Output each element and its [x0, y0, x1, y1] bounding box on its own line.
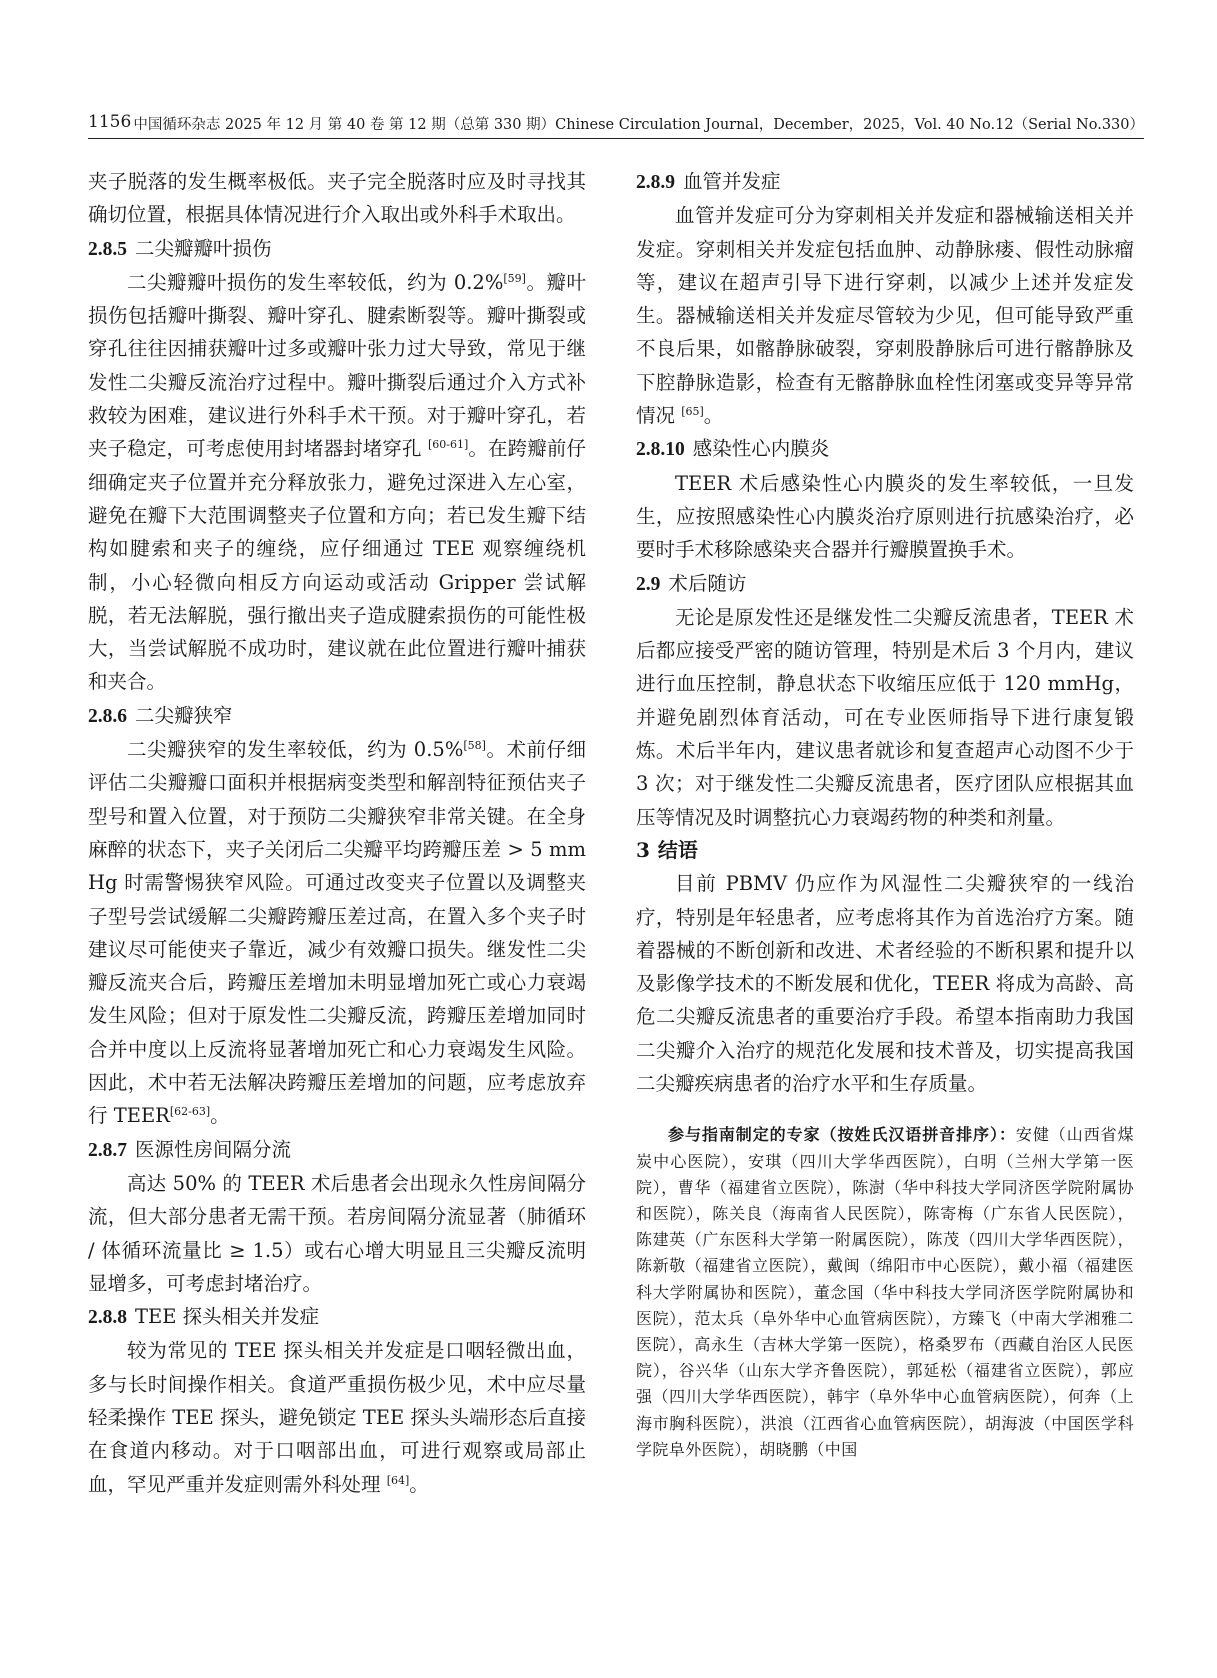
section-title: 医源性房间隔分流	[135, 1137, 292, 1161]
text-run: 。术前仔细评估二尖瓣瓣口面积并根据病变类型和解剖特征预估夹子型号和置入位置，对于预防二尖瓣狭窄非常关键。在全身麻醉的状态下，夹子关闭后二尖瓣平均跨瓣压差 > 5 mmHg 时需警惕狭窄风险。可通过改变夹子位置以及调整夹子型号尝试缓解二尖瓣跨瓣压差过高，在置入多个夹子时建议尽可能使夹子靠近，减少有效瓣口损失。继发性二尖瓣反流夹合后，跨瓣压差增加未明显增加死亡或心力衰竭发生风险；但对于原发性二尖瓣反流，跨瓣压差增加同时合并中度以上反流将显著增加死亡和心力衰竭发生风险。因此，术中若无法解决跨瓣压差增加的问题，应考虑放弃行 TEER	[88, 738, 586, 1128]
section-heading-2-8-8	[88, 1300, 586, 1334]
paragraph-2-8-9	[636, 199, 1134, 432]
text-run: 较为常见的 TEE 探头相关并发症是口咽轻微出血，多与长时间操作相关。食道严重损伤极少见，术中应尽量轻柔操作 TEE 探头，避免锁定 TEE 探头头端形态后直接在食道内移动。对于口咽部出血，可进行观察或局部止血，罕见严重并发症则需外科处理	[88, 1339, 586, 1496]
citation: [64]	[386, 1473, 410, 1487]
text-run: 二尖瓣瓣叶损伤的发生率较低，约为 0.2%	[127, 270, 504, 294]
expert-list-text: 安健（山西省煤炭中心医院），安琪（四川大学华西医院），白明（兰州大学第一医院），曹华（福建省立医院），陈澍（华中科技大学同济医学院附属协和医院），陈关良（海南省人民医院），陈寄梅（广东省人民医院），陈建英（广东医科大学第一附属医院），陈茂（四川大学华西医院），陈新敬（福建省立医院），戴闽（绵阳市中心医院），戴小福（福建医科大学附属协和医院），董念国（华中科技大学同济医学院附属协和医院），范太兵（阜外华中心血管病医院），方臻飞（中南大学湘雅二医院），高永生（吉林大学第一医院），格桑罗布（西藏自治区人民医院），谷兴华（山东大学齐鲁医院），郭延松（福建省立医院），郭应强（四川大学华西医院），韩宇（阜外华中心血管病医院），何奔（上海市胸科医院），洪浪（江西省心血管病医院），胡海波（中国医学科学院阜外医院），胡晓鹏（中国	[636, 1125, 1134, 1459]
section-number: 2.8.6	[88, 705, 127, 727]
citation: [62-63]	[169, 1105, 211, 1119]
text-run: 。	[409, 1472, 429, 1496]
section-number: 2.8.7	[88, 1139, 127, 1161]
expert-list	[636, 1122, 1134, 1463]
citation: [60-61]	[427, 438, 469, 452]
journal-title: 中国循环杂志 2025 年 12 月 第 40 卷 第 12 期（总第 330 期）Chinese Circulation Journal，December，2025，Vol. 40 No.12（Serial No.330）	[133, 117, 1144, 133]
section-title: 二尖瓣狭窄	[135, 703, 233, 727]
citation: [58]	[463, 739, 486, 753]
paragraph-2-8-7: 高达 50% 的 TEER 术后患者会出现永久性房间隔分流，但大部分患者无需干预。若房间隔分流显著（肺循环 / 体循环流量比 ≥ 1.5）或右心增大明显且三尖瓣反流明显增多，可考虑封堵治疗。	[88, 1171, 586, 1295]
paragraph-2-9: 无论是原发性还是继发性二尖瓣反流患者，TEER 术后都应接受严密的随访管理，特别是术后 3 个月内，建议进行血压控制，静息状态下收缩压应低于 120 mmHg，并避免剧烈体育活动，可在专业医师指导下进行康复锻炼。术后半年内，建议患者就诊和复查超声心动图不少于 3 次；对于继发性二尖瓣反流患者，医疗团队应根据其血压等情况及时调整抗心力衰竭药物的种类和剂量。	[636, 605, 1134, 829]
section-title: 术后随访	[668, 571, 747, 595]
citation: [65]	[681, 405, 704, 419]
text-run: 。在跨瓣前仔细确定夹子位置并充分释放张力，避免过深进入左心室，避免在瓣下大范围调整夹子位置和方向；若已发生瓣下结构如腱索和夹子的缠绕，应仔细通过 TEE 观察缠绕机制，小心轻微向相反方向运动或活动 Gripper 尝试解脱，若无法解脱，强行撤出夹子造成腱索损伤的可能性极大，当尝试解脱不成功时，建议就在此位置进行瓣叶捕获和夹合。	[88, 437, 586, 694]
section-title: 血管并发症	[683, 170, 781, 193]
section-heading-2-8-7	[88, 1133, 586, 1167]
page-number: 1156	[88, 112, 132, 132]
section-heading-2-8-9	[636, 165, 1134, 199]
paragraph-continued: 夹子脱落的发生概率极低。夹子完全脱落时应及时寻找其确切位置，根据具体情况进行介入取出或外科手术取出。	[88, 170, 586, 227]
text-run: 血管并发症可分为穿刺相关并发症和器械输送相关并发症。穿刺相关并发症包括血肿、动静脉瘘、假性动脉瘤等，建议在超声引导下进行穿刺，以减少上述并发症发生。器械输送相关并发症尽管较为少见，但可能导致严重不良后果，如髂静脉破裂，穿刺股静脉后可进行髂静脉及下腔静脉造影，检查有无髂静脉血栓性闭塞或变异等异常情况	[636, 204, 1134, 428]
text-run: 。	[210, 1104, 230, 1128]
section-number: 2.8.8	[88, 1307, 127, 1329]
section-heading-3	[636, 834, 1134, 867]
paragraph-2-8-5	[88, 266, 586, 699]
left-column	[88, 165, 586, 1501]
section-number: 3	[636, 837, 650, 862]
paragraph-3: 目前 PBMV 仍应作为风湿性二尖瓣狭窄的一线治疗，特别是年轻患者，应考虑将其作为首选治疗方案。随着器械的不断创新和改进、术者经验的不断积累和提升以及影像学技术的不断发展和优化，TEER 将成为高龄、高危二尖瓣反流患者的重要治疗手段。希望本指南助力我国二尖瓣介入治疗的规范化发展和技术普及，切实提高我国二尖瓣疾病患者的治疗水平和生存质量。	[636, 872, 1134, 1096]
section-title: TEE 探头相关并发症	[135, 1305, 320, 1329]
section-number: 2.8.5	[88, 238, 127, 260]
section-title: 感染性心内膜炎	[692, 437, 830, 461]
section-number: 2.8.9	[636, 172, 675, 193]
right-column	[636, 165, 1134, 1463]
section-heading-2-8-10	[636, 432, 1134, 466]
section-heading-2-8-5	[88, 232, 586, 266]
section-heading-2-8-6	[88, 699, 586, 733]
paragraph-2-8-10: TEER 术后感染性心内膜炎的发生率较低，一旦发生，应按照感染性心内膜炎治疗原则进行抗感染治疗，必要时手术移除感染夹合器并行瓣膜置换手术。	[636, 471, 1134, 562]
text-run: 。	[703, 404, 724, 428]
section-title: 二尖瓣瓣叶损伤	[135, 236, 272, 260]
section-title: 结语	[657, 837, 698, 862]
section-heading-2-9	[636, 567, 1134, 601]
running-header	[88, 112, 1144, 139]
section-number: 2.8.10	[636, 439, 685, 461]
citation: [59]	[503, 271, 526, 285]
paragraph-2-8-8	[88, 1334, 586, 1500]
section-number: 2.9	[636, 573, 661, 595]
paragraph-2-8-6	[88, 733, 586, 1133]
expert-list-label: 参与指南制定的专家（按姓氏汉语拼音排序）：	[668, 1125, 1016, 1145]
text-run: 二尖瓣狭窄的发生率较低，约为 0.5%	[127, 738, 464, 762]
text-run: 。瓣叶损伤包括瓣叶撕裂、瓣叶穿孔、腱索断裂等。瓣叶撕裂或穿孔往往因捕获瓣叶过多或瓣叶张力过大导致，常见于继发性二尖瓣反流治疗过程中。瓣叶撕裂后通过介入方式补救较为困难，建议进行外科手术干预。对于瓣叶穿孔，若夹子稳定，可考虑使用封堵器封堵穿孔	[88, 270, 586, 461]
